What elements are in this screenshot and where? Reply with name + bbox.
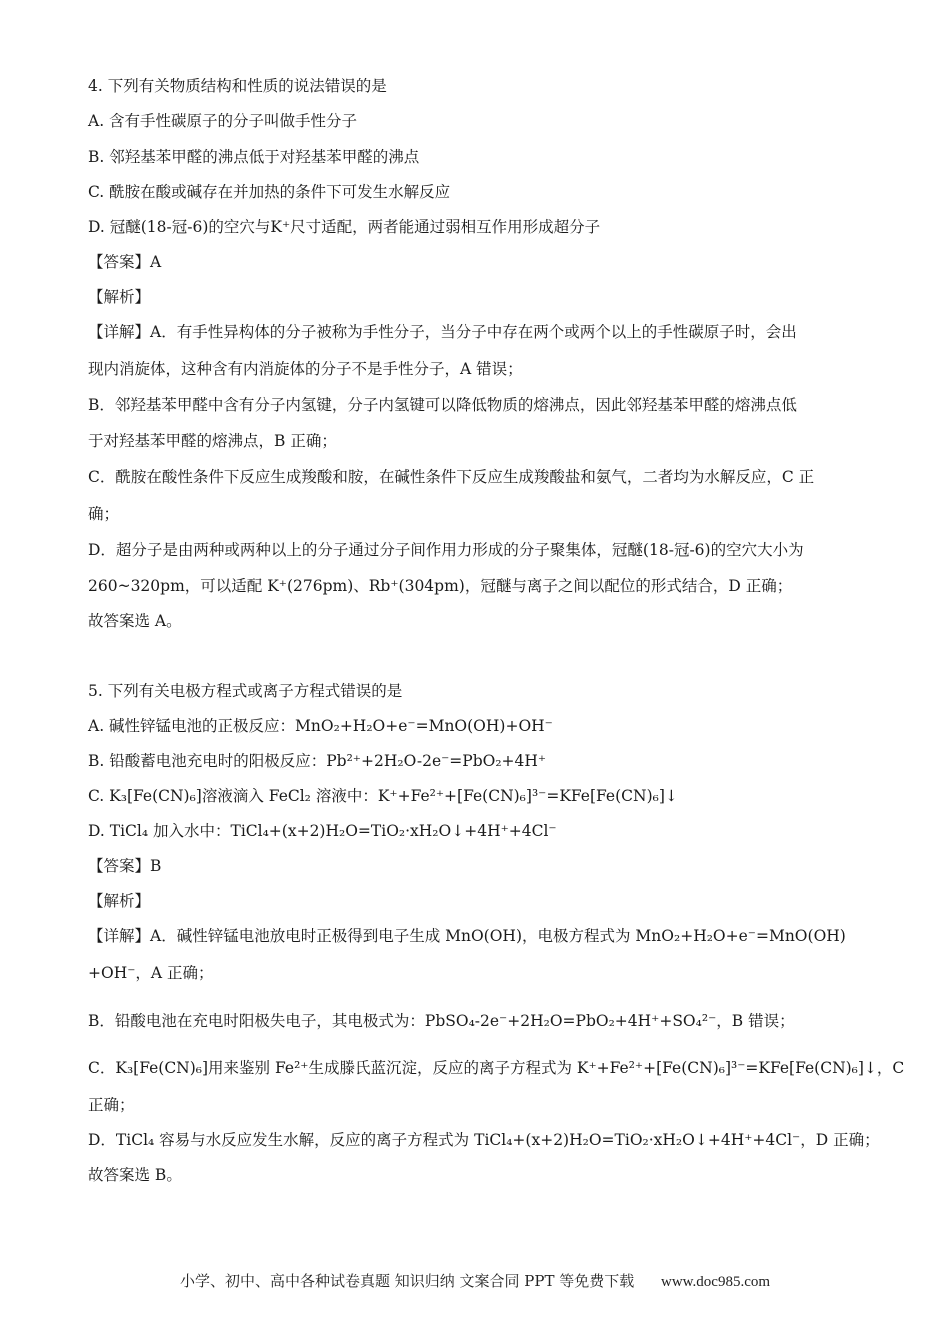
q4-option-d: D. 冠醚(18-冠-6)的空穴与K⁺尺寸适配，两者能通过弱相互作用形成超分子 bbox=[88, 218, 601, 236]
q5-option-a: A. 碱性锌锰电池的正极反应：MnO₂+H₂O+e⁻=MnO(OH)+OH⁻ bbox=[88, 717, 553, 735]
q5-detail-line: C．K₃[Fe(CN)₆]用来鉴别 Fe²⁺生成滕氏蓝沉淀，反应的离子方程式为 K⁺+Fe²⁺+[Fe(CN)₆]³⁻=KFe[Fe(CN)₆]↓，C bbox=[88, 1059, 905, 1077]
footer-url-link[interactable]: www.doc985.com bbox=[661, 1274, 771, 1290]
page-footer bbox=[0, 1270, 950, 1291]
q4-analysis-label: 【解析】 bbox=[88, 288, 151, 306]
q5-conclusion: 故答案选 B。 bbox=[88, 1166, 182, 1184]
q4-answer: 【答案】A bbox=[88, 253, 162, 271]
q5-option-d: D. TiCl₄ 加入水中：TiCl₄+(x+2)H₂O=TiO₂·xH₂O↓+4H⁺+4Cl⁻ bbox=[88, 822, 557, 840]
q4-detail-line: 确； bbox=[88, 505, 120, 523]
q4-detail-line: D．超分子是由两种或两种以上的分子通过分子间作用力形成的分子聚集体，冠醚(18-冠-6)的空穴大小为 bbox=[88, 541, 804, 559]
footer-text: 小学、初中、高中各种试卷真题 知识归纳 文案合同 PPT 等免费下载 bbox=[179, 1272, 635, 1290]
q4-stem: 4. 下列有关物质结构和性质的说法错误的是 bbox=[88, 77, 387, 95]
q4-detail-line: 260~320pm，可以适配 K⁺(276pm)、Rb⁺(304pm)，冠醚与离子之间以配位的形式结合，D 正确； bbox=[88, 577, 793, 595]
q4-detail-line: 【详解】A．有手性异构体的分子被称为手性分子，当分子中存在两个或两个以上的手性碳原子时，会出 bbox=[88, 323, 797, 341]
q4-detail-line: B．邻羟基苯甲醛中含有分子内氢键，分子内氢键可以降低物质的熔沸点，因此邻羟基苯甲醛的熔沸点低 bbox=[88, 396, 797, 414]
q4-option-b: B. 邻羟基苯甲醛的沸点低于对羟基苯甲醛的沸点 bbox=[88, 148, 420, 166]
q4-detail-line: 现内消旋体，这种含有内消旋体的分子不是手性分子，A 错误； bbox=[88, 360, 523, 378]
q5-answer: 【答案】B bbox=[88, 857, 162, 875]
q5-stem: 5. 下列有关电极方程式或离子方程式错误的是 bbox=[88, 682, 403, 700]
q4-option-c: C. 酰胺在酸或碱存在并加热的条件下可发生水解反应 bbox=[88, 183, 451, 201]
q5-detail-line: B．铅酸电池在充电时阳极失电子，其电极式为：PbSO₄-2e⁻+2H₂O=PbO₂+4H⁺+SO₄²⁻，B 错误； bbox=[88, 1012, 795, 1030]
q5-detail-line: +OH⁻，A 正确； bbox=[88, 964, 214, 982]
q5-detail-line: 正确； bbox=[88, 1096, 135, 1114]
q5-option-c: C. K₃[Fe(CN)₆]溶液滴入 FeCl₂ 溶液中：K⁺+Fe²⁺+[Fe(CN)₆]³⁻=KFe[Fe(CN)₆]↓ bbox=[88, 787, 678, 805]
q4-conclusion: 故答案选 A。 bbox=[88, 612, 182, 630]
q4-detail-line: C．酰胺在酸性条件下反应生成羧酸和胺，在碱性条件下反应生成羧酸盐和氨气，二者均为水解反应，C 正 bbox=[88, 468, 815, 486]
q4-detail-line: 于对羟基苯甲醛的熔沸点，B 正确； bbox=[88, 432, 337, 450]
q5-detail-line: D．TiCl₄ 容易与水反应发生水解，反应的离子方程式为 TiCl₄+(x+2)H₂O=TiO₂·xH₂O↓+4H⁺+4Cl⁻，D 正确； bbox=[88, 1131, 880, 1149]
q4-option-a: A. 含有手性碳原子的分子叫做手性分子 bbox=[88, 112, 358, 130]
q5-detail-line: 【详解】A．碱性锌锰电池放电时正极得到电子生成 MnO(OH)，电极方程式为 MnO₂+H₂O+e⁻=MnO(OH) bbox=[88, 927, 846, 945]
q5-option-b: B. 铅酸蓄电池充电时的阳极反应：Pb²⁺+2H₂O-2e⁻=PbO₂+4H⁺ bbox=[88, 752, 547, 770]
q5-analysis-label: 【解析】 bbox=[88, 892, 151, 910]
